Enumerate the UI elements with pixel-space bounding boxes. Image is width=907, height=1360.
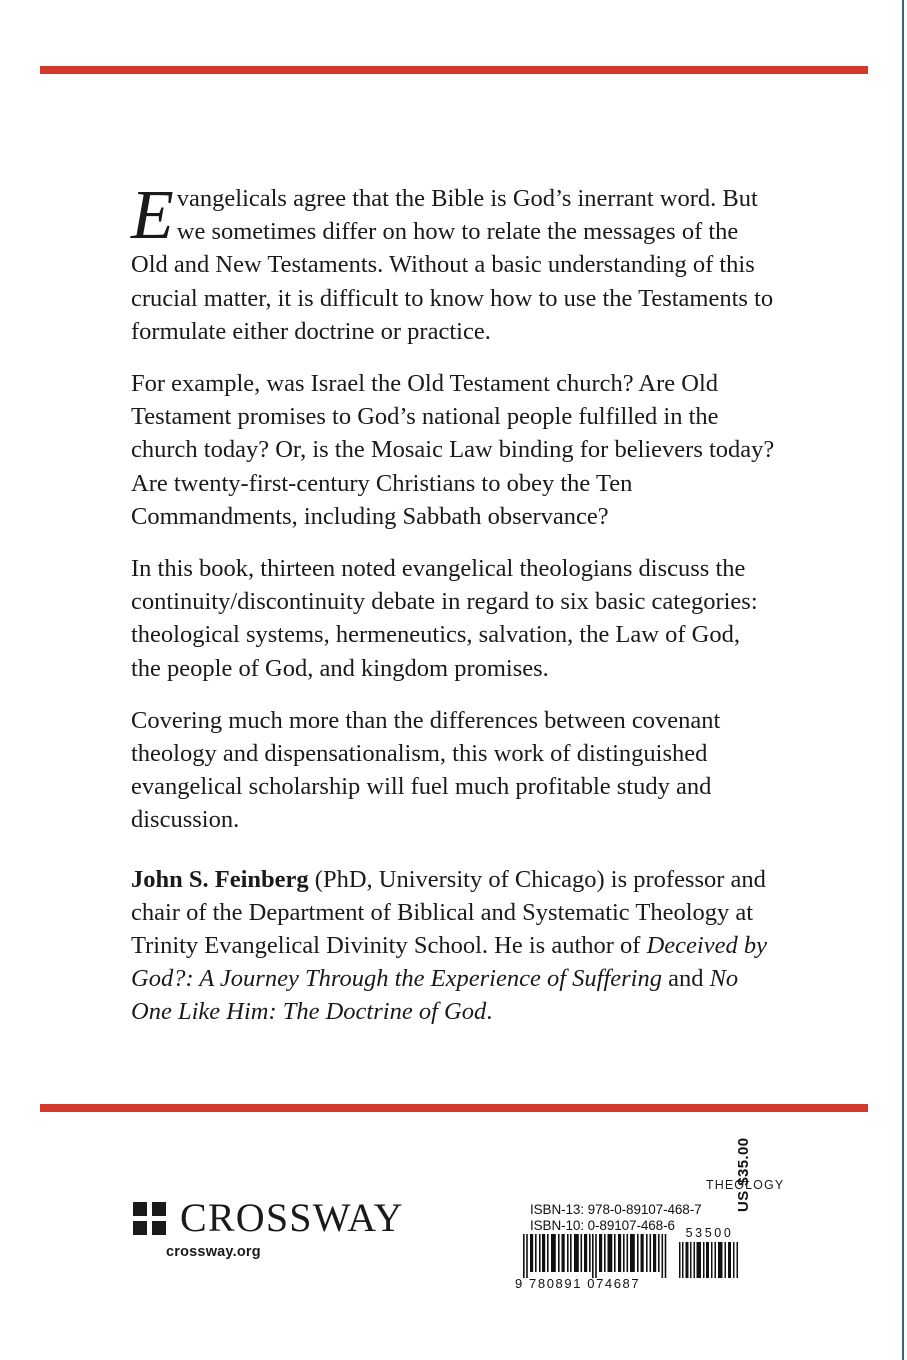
drop-cap: E [131, 177, 174, 254]
blurb-paragraph-3: In this book, thirteen noted evangelical theologians discuss the continuity/discontinuity debate in regard to six basic categories: theological systems, hermeneutics, salvation, the Law of God, the people of God, and kingdom promises. [131, 555, 758, 682]
author-bio-segment-1: (PhD, University of Chicago) is professor and chair of the Department of Biblical and Systematic Theology at Trinity Evangelical Divinity School. He is author of [131, 865, 766, 960]
publisher-website: crossway.org [166, 1244, 261, 1260]
ean5-addon-barcode [678, 1242, 741, 1278]
author-bio-conjunction: and [661, 965, 710, 993]
author-bio-period: . [486, 998, 493, 1026]
four-squares-icon [133, 1202, 166, 1235]
publisher-logo [133, 1195, 404, 1240]
blurb-text-block [131, 177, 775, 1029]
isbn-block [530, 1202, 702, 1233]
barcode-digits: 9 780891 074687 [515, 1276, 641, 1291]
blurb-paragraph-2: For example, was Israel the Old Testament church? Are Old Testament promises to God’s national people fulfilled in the church today? Or, is the Mosaic Law binding for believers today? Are twenty-first-century Christians to obey the Ten Commandments, including Sabbath observance? [131, 370, 775, 530]
footer [0, 1137, 907, 1310]
blurb-paragraph-4: Covering much more than the differences between covenant theology and dispensationalism, this work of distinguished evangelical scholarship will fuel much profitable study and discussion. [131, 706, 721, 834]
barcode-addon-digits: 53500 [685, 1226, 734, 1240]
author-book-title-2: No One Like Him: The Doctrine of God [131, 965, 739, 1026]
category-label: THEOLOGY [706, 1178, 785, 1192]
ean13-barcode [521, 1234, 667, 1278]
author-book-title-1: Deceived by God?: A Journey Through the Experience of Suffering [131, 932, 767, 993]
price-label: US $35.00 [735, 1137, 752, 1212]
author-bio [131, 863, 775, 1029]
publisher-name: CROSSWAY [180, 1195, 404, 1240]
author-name: John S. Feinberg [131, 865, 309, 893]
bottom-rule [40, 1104, 868, 1112]
isbn-10: ISBN-10: 0-89107-468-6 [530, 1217, 675, 1233]
blurb-paragraph-1-text: vangelicals agree that the Bible is God’s inerrant word. But we sometimes differ on how to relate the messages of the Old and New Testaments. Without a basic understanding of this crucial matter, it is difficult to know how to use the Testaments to formulate either doctrine or practice. [131, 185, 774, 345]
isbn-13: ISBN-13: 978-0-89107-468-7 [530, 1202, 702, 1217]
top-rule [40, 66, 868, 74]
blurb-paragraph-1 [131, 177, 775, 348]
